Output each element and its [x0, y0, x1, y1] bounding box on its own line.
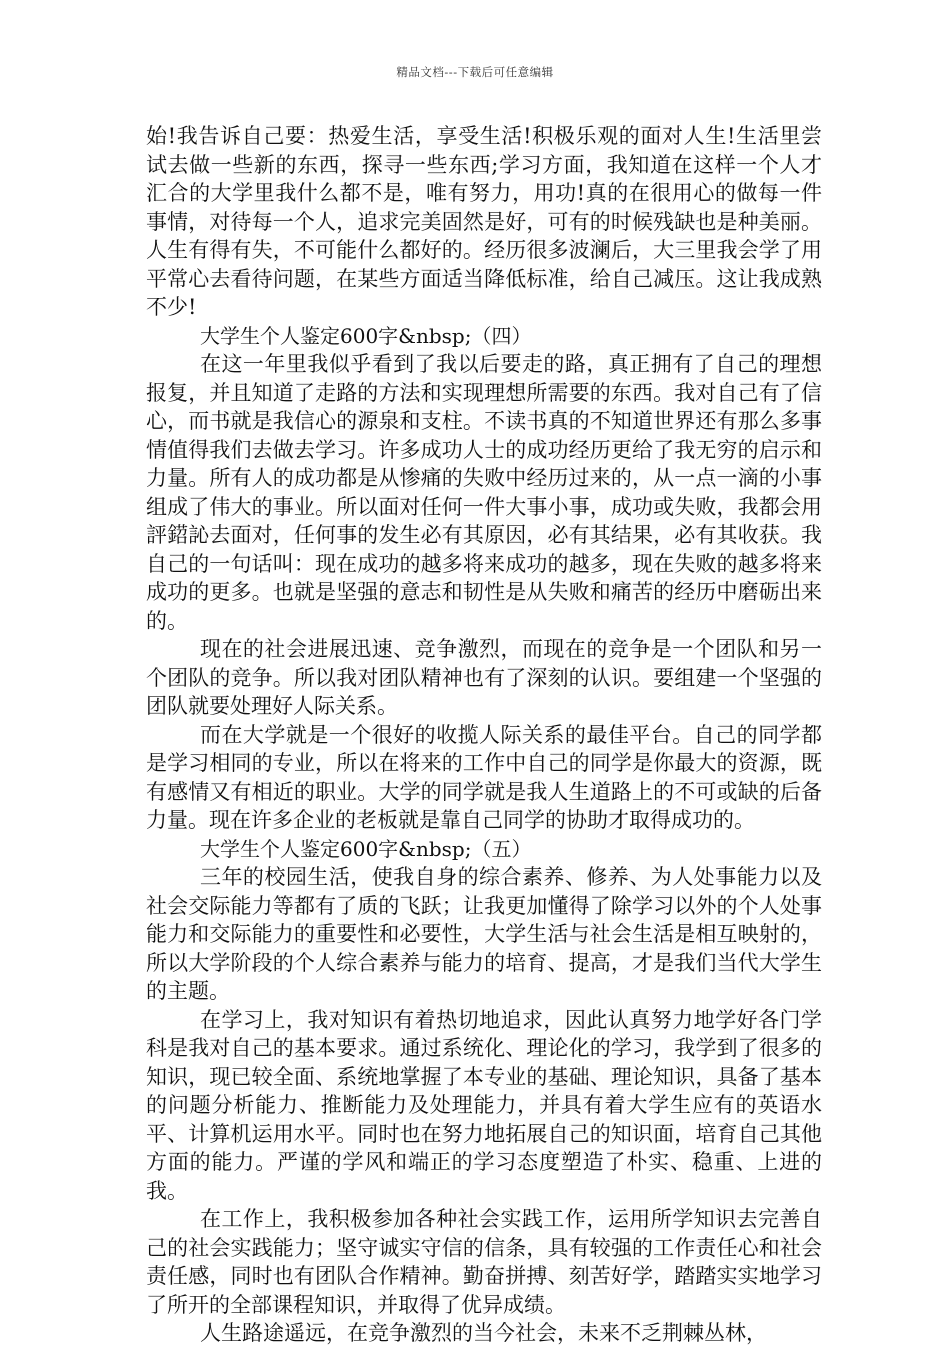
section-heading-4: 大学生个人鉴定600字&nbsp;（四） [200, 323, 532, 348]
paragraph-3: 现在的社会进展迅速、竞争激烈，而现在的竞争是一个团队和另一个团队的竞争。所以我对团队精神也有了深刻的认识。要组建一个坚强的团队就要处理好人际关系。 [146, 637, 822, 718]
paragraph-8: 人生路途遥远，在竞争激烈的当今社会，未来不乏荆棘丛林， [200, 1321, 767, 1345]
section-heading-5: 大学生个人鉴定600字&nbsp;（五） [200, 836, 532, 861]
paragraph-5: 三年的校园生活，使我自身的综合素养、修养、为人处事能力以及社会交际能力等都有了质的飞跃；让我更加懂得了除学习以外的个人处事能力和交际能力的重要性和必要性，大学生活与社会生活是相互映射的，所以大学阶段的个人综合素养与能力的培育、提高，才是我们当代大学生的主题。 [146, 865, 822, 1003]
document-body [146, 122, 822, 1348]
paragraph-7: 在工作上，我积极参加各种社会实践工作，运用所学知识去完善自己的社会实践能力；坚守诚实守信的信条，具有较强的工作责任心和社会责任感，同时也有团队合作精神。勤奋拼搏、刻苦好学，踏踏实实地学习了所开的全部课程知识，并取得了优异成绩。 [146, 1207, 822, 1317]
page-header: 精品文档---下载后可任意编辑 [396, 65, 554, 79]
paragraph-6: 在学习上，我对知识有着热切地追求，因此认真努力地学好各门学科是我对自己的基本要求。通过系统化、理论化的学习，我学到了很多的知识，现已较全面、系统地掌握了本专业的基础、理论知识，具备了基本的问题分析能力、推断能力及处理能力，并具有着大学生应有的英语水平、计算机运用水平。同时也在努力地拓展自己的知识面，培育自己其他方面的能力。严谨的学风和端正的学习态度塑造了朴实、稳重、上进的我。 [146, 1007, 822, 1203]
paragraph-1: 始!我告诉自己要：热爱生活，享受生活!积极乐观的面对人生!生活里尝试去做一些新的东西，探寻一些东西;学习方面，我知道在这样一个人才汇合的大学里我什么都不是，唯有努力，用功!真的在很用心的做每一件事情，对待每一个人，追求完美固然是好，可有的时候残缺也是种美丽。人生有得有失，不可能什么都好的。经历很多波澜后，大三里我会学了用平常心去看待问题，在某些方面适当降低标准，给自己减压。这让我成熟不少! [146, 124, 822, 319]
paragraph-2: 在这一年里我似乎看到了我以后要走的路，真正拥有了自己的理想报复，并且知道了走路的方法和实现理想所需要的东西。我对自己有了信心，而书就是我信心的源泉和支柱。不读书真的不知道世界还有那么多事情值得我们去做去学习。许多成功人士的成功经历更给了我无穷的启示和力量。所有人的成功都是从惨痛的失败中经历过来的，从一点一滴的小事组成了伟大的事业。所以面对任何一件大事小事，成功或失败，我都会用評鍣訫去面对，任何事的发生必有其原因，必有其结果，必有其收获。我自己的一句话叫：现在成功的越多将来成功的越多，现在失败的越多将来成功的更多。也就是坚强的意志和韧性是从失败和痛苦的经历中磨砺出来的。 [146, 352, 822, 633]
paragraph-4: 而在大学就是一个很好的收揽人际关系的最佳平台。自己的同学都是学习相同的专业，所以在将来的工作中自己的同学是你最大的资源，既有感情又有相近的职业。大学的同学就是我人生道路上的不可或缺的后备力量。现在许多企业的老板就是靠自己同学的协助才取得成功的。 [146, 722, 822, 832]
